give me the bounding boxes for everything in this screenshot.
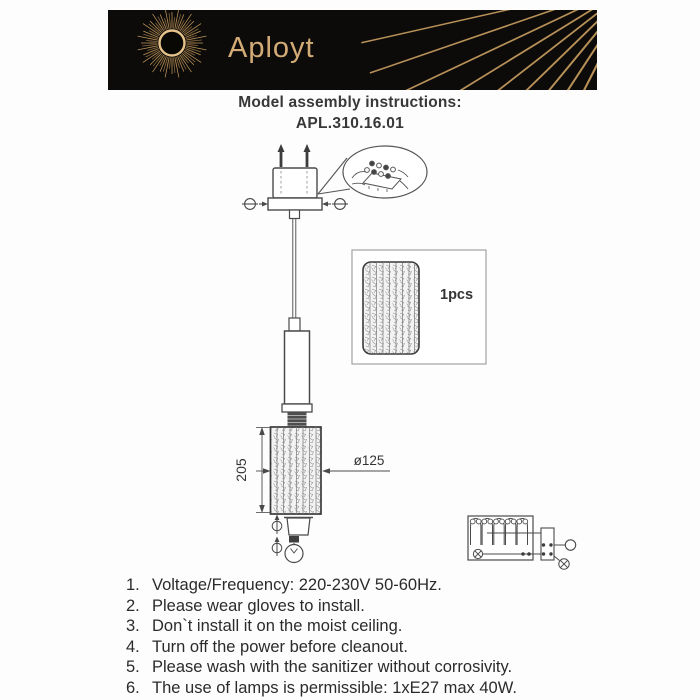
instruction-number: 6. xyxy=(126,678,140,697)
screw-icon xyxy=(278,144,311,167)
instruction-number: 2. xyxy=(126,596,140,615)
rotate-arrow-icon xyxy=(272,537,282,557)
instruction-list xyxy=(126,575,606,699)
instruction-text: Turn off the power before cleanout. xyxy=(152,637,408,656)
magnifier-bubble xyxy=(318,146,427,198)
suspension-cable xyxy=(293,218,296,318)
instruction-text: The use of lamps is permissible: 1xE27 max 40W. xyxy=(152,678,517,697)
instruction-item xyxy=(126,575,606,596)
instruction-text: Voltage/Frequency: 220-230V 50-60Hz. xyxy=(152,576,442,594)
instruction-item xyxy=(126,678,606,699)
instruction-number: 4. xyxy=(126,637,140,656)
threaded-nipple xyxy=(288,412,307,427)
instruction-text: Don`t install it on the moist ceiling. xyxy=(152,617,403,636)
instruction-number: 1. xyxy=(126,576,140,594)
rotate-arrow-icon xyxy=(272,515,282,535)
page-title: Model assembly instructions: xyxy=(238,94,462,111)
lamp-symbol-icon xyxy=(559,559,569,569)
shade-drawing xyxy=(271,427,322,514)
height-dimension-label: 205 xyxy=(233,458,249,482)
instruction-item xyxy=(126,657,606,678)
instruction-item xyxy=(126,637,606,658)
diameter-dimension-label: ø125 xyxy=(353,453,385,468)
brand-text: Aployt xyxy=(228,32,315,64)
ceiling-mount-diagram xyxy=(242,144,348,219)
instruction-number: 3. xyxy=(126,617,140,636)
instruction-text: Please wear gloves to install. xyxy=(152,596,365,615)
parts-detail-box xyxy=(352,250,486,364)
socket-drawing xyxy=(284,518,313,536)
instruction-item xyxy=(126,596,606,617)
instruction-number: 5. xyxy=(126,658,140,677)
instruction-text: Please wash with the sanitizer without corrosivity. xyxy=(152,658,513,677)
wiring-diagram xyxy=(468,516,576,569)
pendant-tube xyxy=(282,318,312,427)
bulb-icon xyxy=(285,536,303,563)
quantity-label: 1pcs xyxy=(440,287,474,303)
instruction-item xyxy=(126,616,606,637)
model-code: APL.310.16.01 xyxy=(295,115,405,132)
